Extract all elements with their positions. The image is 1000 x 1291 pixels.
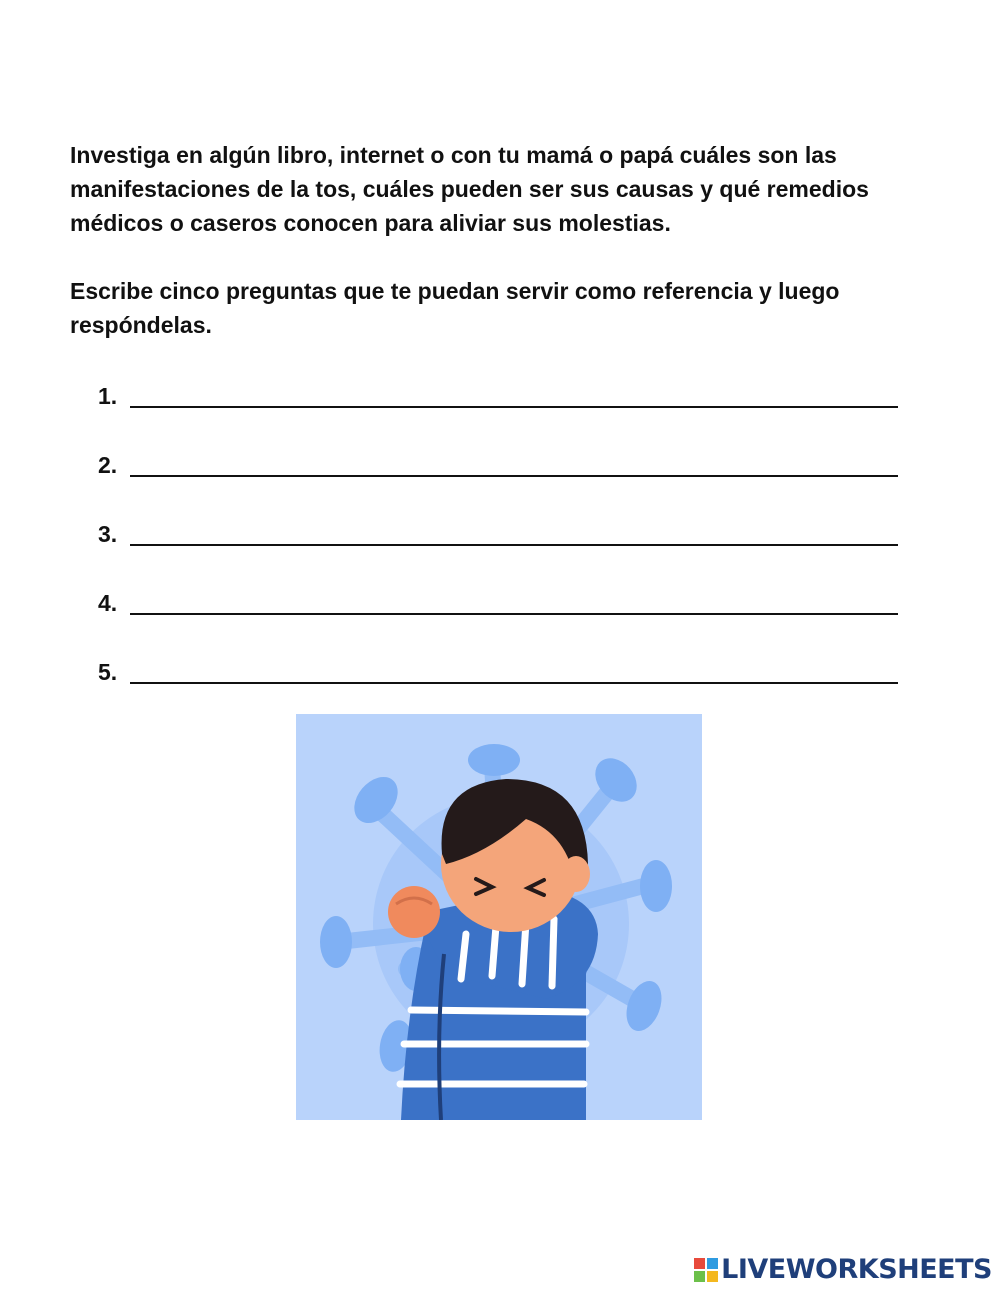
question-number: 5. bbox=[98, 659, 118, 685]
instruction-paragraph-2: Escribe cinco preguntas que te puedan servir como referencia y luego respóndelas. bbox=[70, 278, 840, 338]
child-coughing-illustration bbox=[296, 714, 702, 1120]
question-number: 1. bbox=[98, 383, 118, 409]
logo-block bbox=[694, 1258, 705, 1269]
answer-line-3[interactable] bbox=[130, 516, 898, 546]
answer-line-2[interactable] bbox=[130, 447, 898, 477]
liveworksheets-logo bbox=[694, 1254, 992, 1285]
logo-blocks-icon bbox=[694, 1258, 718, 1282]
question-row-5 bbox=[98, 650, 898, 686]
question-number: 2. bbox=[98, 452, 118, 478]
question-row-3 bbox=[98, 512, 898, 548]
answer-line-5[interactable] bbox=[130, 654, 898, 684]
logo-block bbox=[707, 1271, 718, 1282]
answer-line-4[interactable] bbox=[130, 585, 898, 615]
answer-line-1[interactable] bbox=[130, 378, 898, 408]
question-number: 3. bbox=[98, 521, 118, 547]
question-row-4 bbox=[98, 581, 898, 617]
instruction-paragraph-1: Investiga en algún libro, internet o con tu mamá o papá cuáles son las manifestaciones de la tos, cuáles pueden ser sus causas y qué remedios médicos o caseros conocen para aliviar sus molestias. bbox=[70, 142, 869, 236]
logo-block bbox=[707, 1258, 718, 1269]
logo-text: LIVEWORKSHEETS bbox=[721, 1254, 992, 1285]
question-row-1 bbox=[98, 374, 898, 410]
question-row-2 bbox=[98, 443, 898, 479]
logo-block bbox=[694, 1271, 705, 1282]
question-number: 4. bbox=[98, 590, 118, 616]
